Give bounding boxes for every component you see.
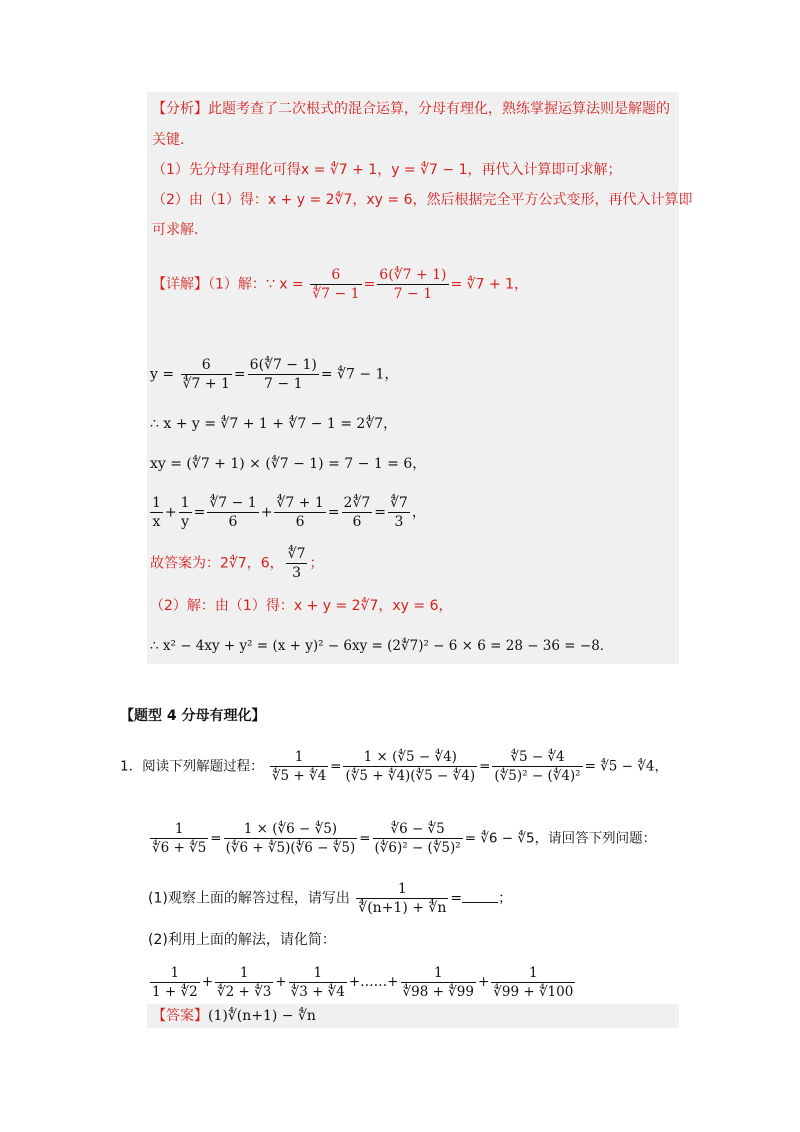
answer-line: 【答案】(1)∜(n+1) − ∜n — [152, 1008, 316, 1024]
detail-tag: 【详解】 — [152, 276, 208, 293]
fraction: $\frac{∜7 - 1}{6}$ — [209, 495, 257, 530]
problem-question-2: (2)利用上面的解法，请化简： — [148, 932, 336, 948]
analysis-line-1: 【分析】此题考查了二次根式的混合运算，分母有理化，熟练掌握运算法则是解题的 — [152, 101, 670, 117]
fraction: $\frac{1 \times (∜5 - ∜4)}{(∜5 + ∜4)(∜5 - ∜4)}$ — [345, 749, 476, 784]
fraction: $\frac{1}{∜(n+1) + ∜n}$ — [358, 881, 447, 916]
fraction: $\frac{1}{∜3 + ∜4}$ — [290, 965, 345, 1000]
detail-step2-final: ∴ x² − 4xy + y² = (x + y)² − 6xy = (2∜7)² − 6 × 6 = 28 − 36 = −8． — [150, 638, 614, 654]
fraction: $\frac{1}{y}$ — [180, 495, 190, 530]
fraction: $\frac{6(∜7 + 1)}{7 - 1}$ — [379, 267, 447, 302]
fraction: $\frac{1}{∜98 + ∜99}$ — [402, 965, 474, 1000]
detail-product-line: xy = (∜7 + 1) × (∜7 − 1) = 7 − 1 = 6， — [150, 456, 427, 472]
detail-step2: （2）解：由（1）得：x + y = 2∜7，xy = 6， — [150, 598, 453, 614]
fraction: $\frac{6}{∜7 + 1}$ — [182, 357, 230, 392]
fraction: $\frac{1}{∜99 + ∜100}$ — [493, 965, 574, 1000]
fraction: $\frac{1}{∜5 + ∜4}$ — [271, 749, 327, 784]
problem-example-2: $\frac{1}{∜6 + ∜5}$ = $\frac{1 \times (∜6 - ∜5)}{(∜6 + ∜5)(∜6 - ∜5)}$ = $\frac{∜6 - ∜5}{\text{(∜6)² − (∜5)²}}$ = ∜6 − ∜5，请回答下列问题： — [152, 821, 657, 856]
fraction: $\frac{6}{∜7 - 1}$ — [312, 267, 360, 302]
detail-step1: 【详解】（1）解：∵ x = $\frac{6}{∜7 - 1}$ = $\frac{6(∜7 + 1)}{7 - 1}$ = ∜7 + 1， — [152, 267, 529, 302]
fraction: $\frac{∜7 + 1}{6}$ — [276, 495, 324, 530]
detail-answer-line: 故答案为：2∜7，6， $\frac{∜7}{3}$ ； — [150, 546, 324, 581]
problem-example-1: 1．阅读下列解题过程： $\frac{1}{∜5 + ∜4}$ = $\frac{1 \times (∜5 - ∜4)}{(∜5 + ∜4)(∜5 - ∜4)}$ = $\frac{∜5 - ∜4}{\text{(∜5)² − (∜4)²}}$ = ∜5 − ∜4， — [120, 749, 668, 784]
analysis-line-2: （1）先分母有理化可得x = ∜7 + 1，y = ∜7 − 1，再代入计算即可求解； — [152, 162, 622, 178]
section-title: 【题型 4 分母有理化】 — [120, 708, 266, 724]
detail-sum-line: ∴ x + y = ∜7 + 1 + ∜7 − 1 = 2∜7， — [150, 416, 398, 432]
fraction: $\frac{1}{∜6 + ∜5}$ — [152, 821, 207, 856]
fraction: $\frac{1}{∜2 + ∜3}$ — [217, 965, 272, 1000]
detail-y-line: y = $\frac{6}{∜7 + 1}$ = $\frac{6(∜7 - 1)}{7 - 1}$ = ∜7 − 1， — [150, 357, 399, 392]
answer-tag: 【答案】 — [152, 1008, 208, 1024]
fraction: $\frac{∜7}{3}$ — [390, 495, 408, 530]
fraction: $\frac{∜6 - ∜5}{\text{(∜6)² − (∜5)²}}$ — [374, 821, 461, 856]
fraction: $\frac{1 \times (∜6 - ∜5)}{(∜6 + ∜5)(∜6 - ∜5)}$ — [225, 821, 356, 856]
fraction: $\frac{∜7}{3}$ — [287, 546, 306, 581]
detail-reciprocal-line: $\frac{1}{x}$ + $\frac{1}{y}$ = $\frac{∜7 - 1}{6}$ + $\frac{∜7 + 1}{6}$ = $\frac{2∜7}{6}$ = $\frac{∜7}{3}$ ， — [152, 495, 426, 530]
fraction: $\frac{∜5 - ∜4}{\text{(∜5)² − (∜4)²}}$ — [494, 749, 581, 784]
problem-series: $\frac{1}{1 + ∜2}$ + $\frac{1}{∜2 + ∜3}$ + $\frac{1}{∜3 + ∜4}$ +……+ $\frac{1}{∜98 + ∜99}$ + $\frac{1}{∜99 + ∜100}$ — [152, 965, 574, 1000]
problem-question-1: (1)观察上面的解答过程，请写出 $\frac{1}{∜(n+1) + ∜n}$ = ； — [148, 881, 513, 916]
fraction: $\frac{2∜7}{6}$ — [343, 495, 371, 530]
analysis-line-3: （2）由（1）得：x + y = 2∜7，xy = 6，然后根据完全平方公式变形，再代入计算即 — [152, 192, 693, 208]
fraction: $\frac{1}{x}$ — [152, 495, 161, 530]
analysis-line-1b: 关键． — [152, 132, 194, 148]
fraction: $\frac{1}{1 + ∜2}$ — [152, 965, 198, 1000]
analysis-line-3b: 可求解． — [152, 222, 208, 238]
answer-blank[interactable] — [462, 888, 498, 903]
analysis-tag: 【分析】 — [152, 101, 208, 117]
fraction: $\frac{6(∜7 - 1)}{7 - 1}$ — [249, 357, 317, 392]
